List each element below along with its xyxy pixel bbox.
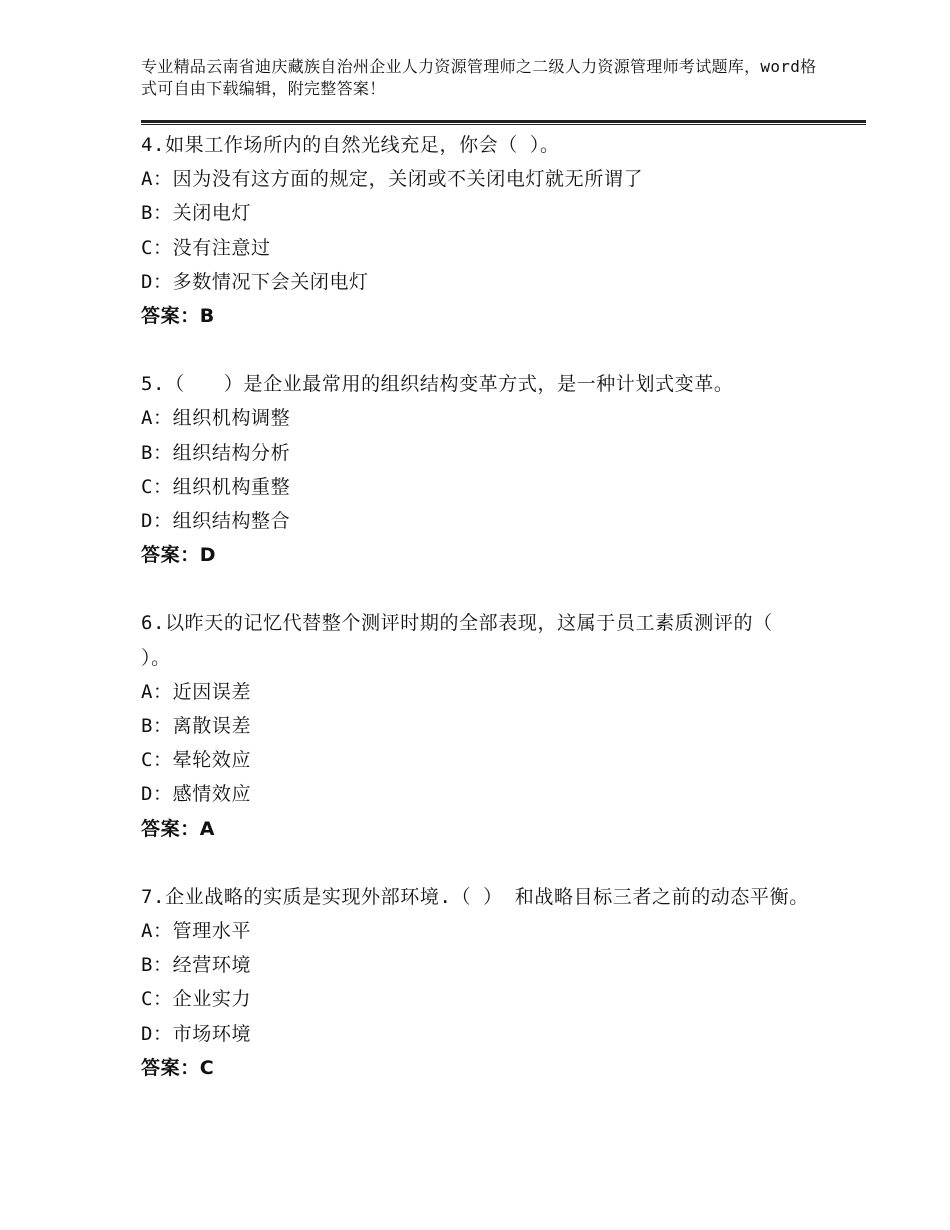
option-d: D：组织结构整合 [141, 510, 291, 533]
option-a: A：近因误差 [141, 680, 252, 703]
option-c: C：企业实力 [141, 988, 252, 1011]
answer-label: 答案：B [141, 305, 215, 328]
answer-label: 答案：C [141, 1056, 215, 1079]
answer-label: 答案：A [141, 817, 216, 840]
question-item [141, 606, 831, 845]
header-divider [141, 120, 866, 125]
option-a: A：管理水平 [141, 920, 252, 943]
option-b: B：经营环境 [141, 954, 252, 977]
option-b: B：组织结构分析 [141, 441, 291, 464]
option-d: D：感情效应 [141, 783, 252, 806]
question-list [141, 128, 831, 1119]
question-item [141, 128, 831, 333]
question-stem: 4.如果工作场所内的自然光线充足，你会（ ）。 [141, 134, 560, 156]
option-b: B：离散误差 [141, 715, 252, 738]
question-item [141, 880, 831, 1085]
question-stem: 7.企业战略的实质是实现外部环境.（ ） 和战略目标三者之前的动态平衡。 [141, 885, 809, 908]
question-stem: 6.以昨天的记忆代替整个测评时期的全部表现，这属于员工素质测评的（ ）。 [141, 612, 812, 669]
option-a: A：因为没有这方面的规定，关闭或不关闭电灯就无所谓了 [141, 168, 644, 191]
option-d: D：多数情况下会关闭电灯 [141, 270, 369, 293]
question-stem: 5.（ ）是企业最常用的组织结构变革方式，是一种计划式变革。 [141, 373, 734, 396]
option-a: A：组织机构调整 [141, 407, 291, 430]
option-c: C：没有注意过 [141, 236, 271, 259]
option-c: C：晕轮效应 [141, 749, 252, 772]
question-item [141, 367, 831, 572]
option-c: C：组织机构重整 [141, 475, 291, 498]
answer-label: 答案：D [141, 544, 217, 567]
option-b: B：关闭电灯 [141, 202, 252, 225]
option-d: D：市场环境 [141, 1022, 252, 1045]
page-header: 专业精品云南省迪庆藏族自治州企业人力资源管理师之二级人力资源管理师考试题库，word格式可自由下载编辑，附完整答案！ [141, 57, 817, 98]
